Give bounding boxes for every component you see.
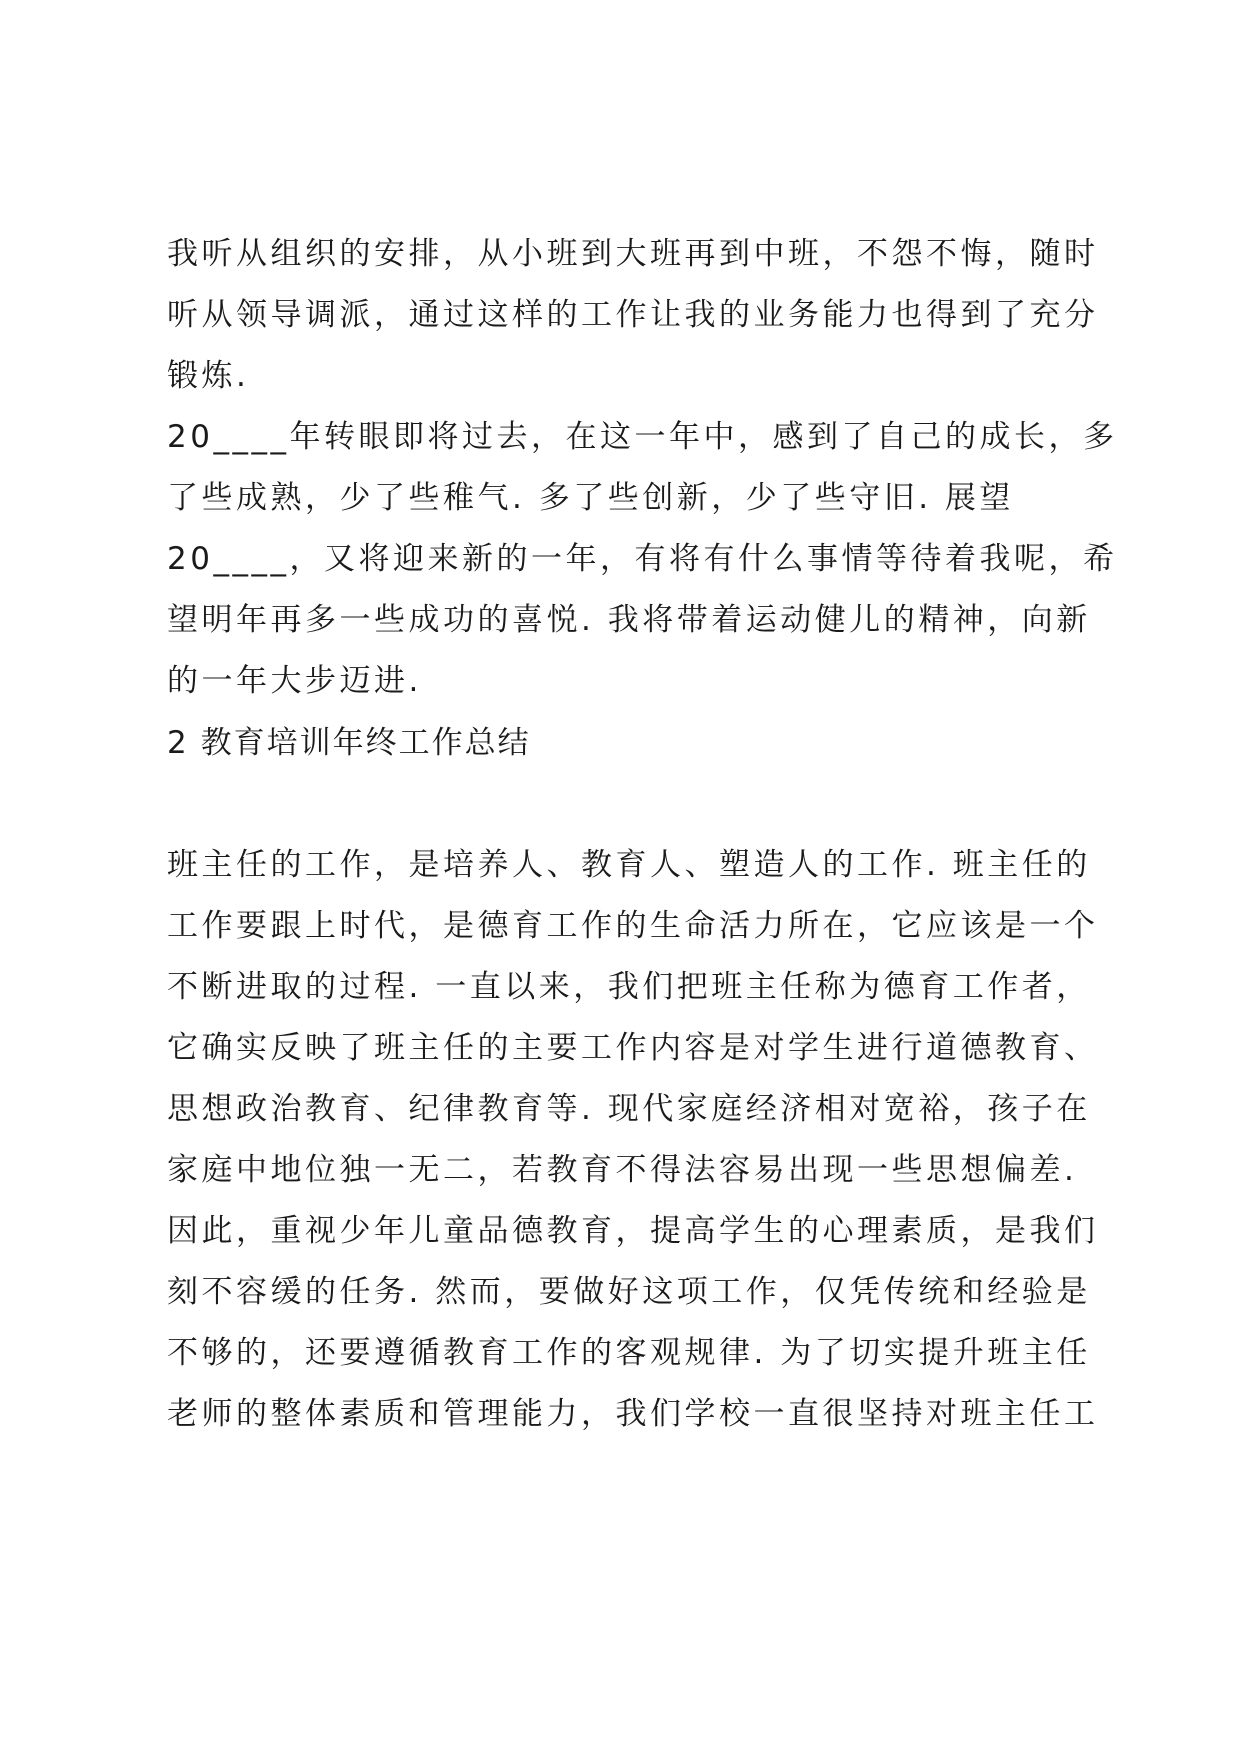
paragraph-3 <box>167 835 1099 1445</box>
paragraph-1 <box>167 224 1099 407</box>
paragraph-line: 我听从组织的安排，从小班到大班再到中班，不怨不悔，随时 <box>167 236 1099 272</box>
paragraph-line: 了些成熟，少了些稚气. 多了些创新，少了些守旧. 展望 <box>167 480 1014 516</box>
paragraph-line: 不够的，还要遵循教育工作的客观规律. 为了切实提升班主任 <box>167 1335 1091 1371</box>
paragraph-line: 班主任的工作，是培养人、教育人、塑造人的工作. 班主任的 <box>167 847 1091 883</box>
paragraph-line: 20____年转眼即将过去，在这一年中，感到了自己的成长，多 <box>167 419 1118 455</box>
paragraph-line: 它确实反映了班主任的主要工作内容是对学生进行道德教育、 <box>167 1030 1099 1066</box>
paragraph-line: 思想政治教育、纪律教育等. 现代家庭经济相对宽裕，孩子在 <box>167 1091 1091 1127</box>
paragraph-line: 望明年再多一些成功的喜悦. 我将带着运动健儿的精神，向新 <box>167 602 1091 638</box>
paragraph-line: 不断进取的过程. 一直以来，我们把班主任称为德育工作者， <box>167 969 1091 1005</box>
paragraph-line: 的一年大步迈进. <box>167 663 422 699</box>
paragraph-2 <box>167 407 1118 712</box>
section-heading-text: 2 教育培训年终工作总结 <box>167 725 531 761</box>
paragraph-line: 听从领导调派，通过这样的工作让我的业务能力也得到了充分 <box>167 297 1099 333</box>
paragraph-line: 刻不容缓的任务. 然而，要做好这项工作，仅凭传统和经验是 <box>167 1274 1091 1310</box>
paragraph-line: 老师的整体素质和管理能力，我们学校一直很坚持对班主任工 <box>167 1396 1099 1432</box>
paragraph-line: 工作要跟上时代，是德育工作的生命活力所在，它应该是一个 <box>167 908 1099 944</box>
section-heading <box>167 713 1067 774</box>
paragraph-line: 家庭中地位独一无二，若教育不得法容易出现一些思想偏差. <box>167 1152 1078 1188</box>
paragraph-line: 20____，又将迎来新的一年，有将有什么事情等待着我呢，希 <box>167 541 1118 577</box>
paragraph-line: 锻炼. <box>167 358 250 394</box>
paragraph-line: 因此，重视少年儿童品德教育，提高学生的心理素质，是我们 <box>167 1213 1099 1249</box>
